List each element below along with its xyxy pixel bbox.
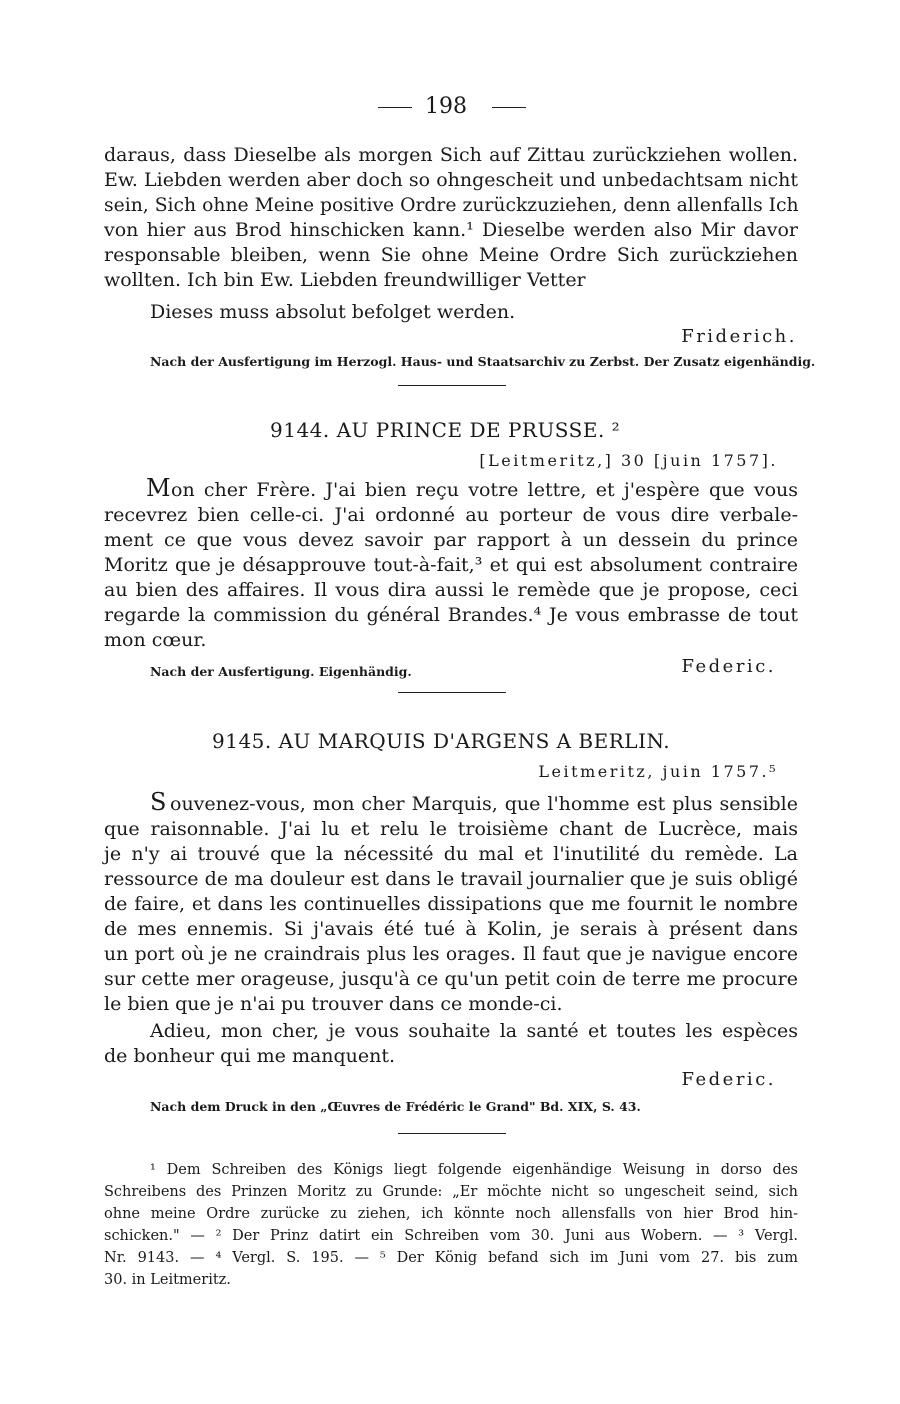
footnote-line: schicken." — ² Der Prinz datirt ein Schreiben vom 30. Juni aus Wobern. — ³ Vergl.	[104, 1228, 798, 1244]
text-line: que raisonnable. J'ai lu et relu le troisième chant de Lucrèce, mais	[104, 818, 798, 840]
text-line: on cher Frère. J'ai bien reçu votre lettre, et j'espère que vous	[171, 479, 798, 501]
text-line: daraus, dass Dieselbe als morgen Sich auf Zittau zurückziehen wollen.	[104, 144, 798, 166]
footnote-line: Nr. 9143. — ⁴ Vergl. S. 195. — ⁵ Der König befand sich im Juni vom 27. bis zum	[104, 1250, 798, 1266]
letter-heading-9144: 9144. AU PRINCE DE PRUSSE. ²	[270, 418, 621, 442]
text-line: ressource de ma douleur est dans le travail journalier que je suis obligé	[104, 868, 798, 890]
text-line: ouvenez-vous, mon cher Marquis, que l'homme est plus sensible	[170, 793, 798, 815]
signature-federic: Federic.	[681, 656, 776, 677]
text-line: mon cœur.	[104, 629, 207, 651]
source-note: Nach dem Druck in den „Œuvres de Frédéric le Grand" Bd. XIX, S. 43.	[150, 1099, 641, 1114]
dateline-9144: [Leitmeritz,] 30 [juin 1757].	[479, 451, 778, 470]
signature-friderich: Friderich.	[681, 326, 797, 347]
section-divider	[398, 385, 506, 386]
footnote-line: ¹ Dem Schreiben des Königs liegt folgende eigenhändige Weisung in dorso des	[150, 1162, 798, 1178]
signature-federic: Federic.	[681, 1069, 776, 1090]
initial-letter: M	[146, 474, 171, 502]
text-line: je n'y ai trouvé que la nécessité du mal et l'inutilité du remède. La	[104, 843, 798, 865]
dateline-9145: Leitmeritz, juin 1757.⁵	[538, 762, 778, 781]
source-note: Nach der Ausfertigung. Eigenhändig.	[150, 664, 412, 679]
section-divider	[398, 692, 506, 693]
text-line: von hier aus Brod hinschicken kann.¹ Dieselbe werden also Mir davor	[104, 219, 798, 241]
footnote-line: Schreibens des Prinzen Moritz zu Grunde: „Er möchte nicht so ungescheit seind, sich	[104, 1184, 798, 1200]
text-line: de mes ennemis. Si j'avais été tué à Kolin, je serais à présent dans	[104, 918, 798, 940]
initial-letter: S	[150, 788, 167, 816]
text-line: Ew. Liebden werden aber doch so ohngescheit und unbedachtsam nicht	[104, 169, 798, 191]
postscript: Dieses muss absolut befolget werden.	[150, 301, 516, 323]
text-line: sur cette mer orageuse, jusqu'à ce qu'un petit coin de terre me procure	[104, 968, 798, 990]
footnote-divider	[398, 1133, 506, 1134]
page-number: 198	[425, 94, 467, 119]
text-line: sein, Sich ohne Meine positive Ordre zurückzuziehen, denn allenfalls Ich	[104, 195, 799, 216]
header-rule-right	[492, 107, 526, 108]
text-line: le bien que je n'ai pu trouver dans ce monde-ci.	[104, 993, 563, 1015]
text-line: ment ce que vous devez savoir par rapport à un dessein du prince	[104, 529, 798, 551]
text-line: de faire, et dans les continuelles dissipations que me fournit le nombre	[104, 893, 798, 915]
footnote-line: ohne meine Ordre zurücke zu ziehen, ich könnte noch allensfalls von hier Brod hin-	[104, 1206, 798, 1222]
text-line: un port où je ne craindrais plus les orages. Il faut que je navigue encore	[104, 944, 798, 965]
text-line: wollten. Ich bin Ew. Liebden freundwilliger Vetter	[104, 269, 586, 291]
footnote-line: 30. in Leitmeritz.	[104, 1272, 231, 1288]
text-line: Moritz que je désapprouve tout-à-fait,³ et qui est absolument contraire	[104, 554, 798, 576]
text-line: responsable bleiben, wenn Sie ohne Meine Ordre Sich zurückziehen	[104, 244, 798, 266]
text-line: recevrez bien celle-ci. J'ai ordonné au porteur de vous dire verbale-	[104, 504, 798, 526]
source-note: Nach der Ausfertigung im Herzogl. Haus- und Staatsarchiv zu Zerbst. Der Zusatz eigenhändig.	[150, 354, 816, 369]
letter-heading-9145: 9145. AU MARQUIS D'ARGENS A BERLIN.	[212, 729, 671, 753]
text-line: regarde la commission du général Brandes.⁴ Je vous embrasse de tout	[104, 604, 798, 626]
text-line: de bonheur qui me manquent.	[104, 1045, 396, 1067]
text-line: au bien des affaires. Il vous dira aussi le remède que je propose, ceci	[104, 579, 798, 601]
text-line: Adieu, mon cher, je vous souhaite la santé et toutes les espèces	[150, 1020, 798, 1042]
header-rule-left	[378, 107, 412, 108]
